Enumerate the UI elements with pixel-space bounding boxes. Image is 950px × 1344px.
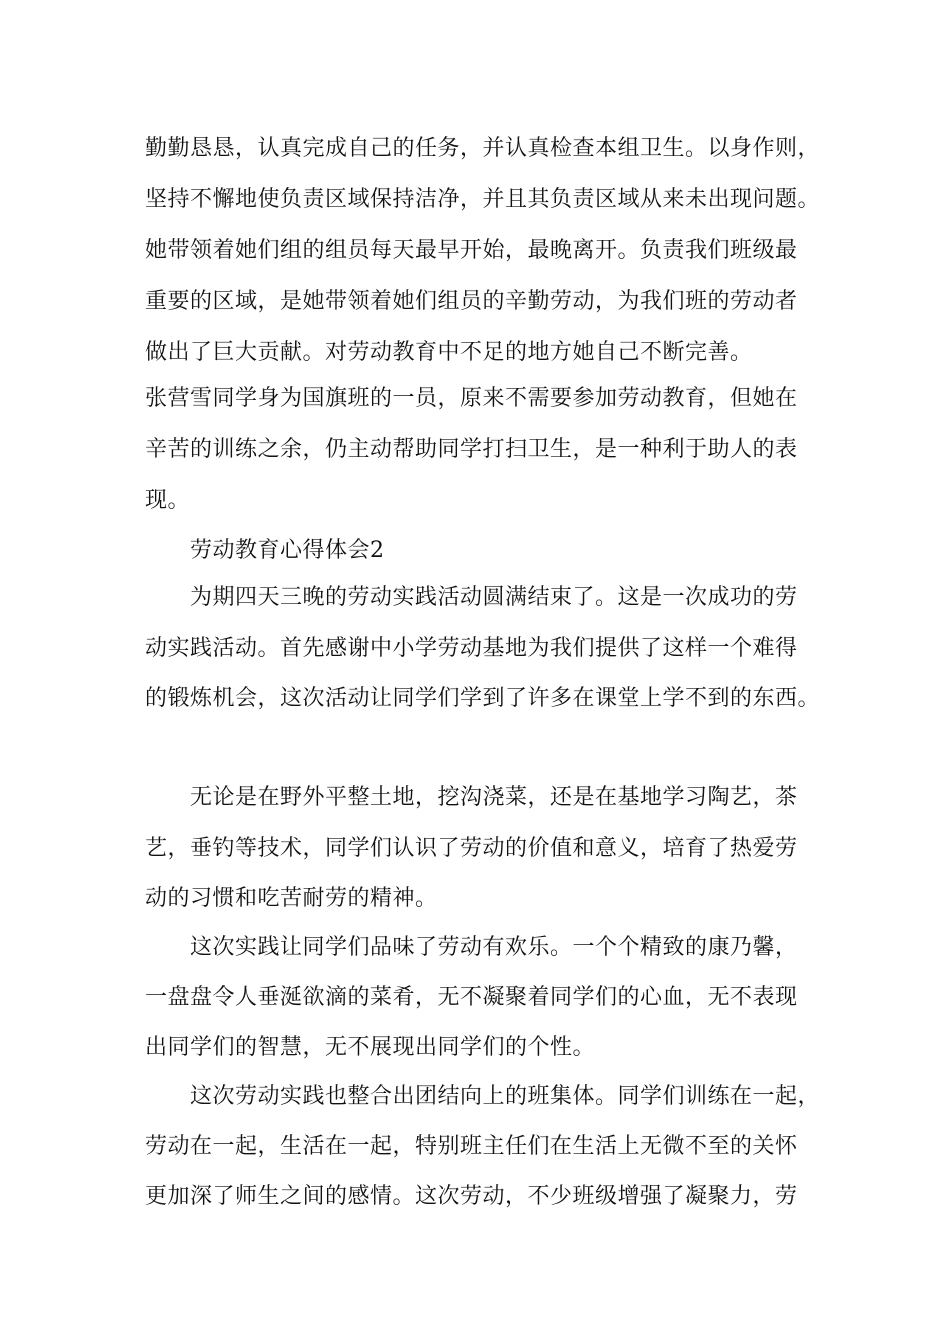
text-line: 做出了巨大贡献。对劳动教育中不足的地方她自己不断完善。 xyxy=(145,340,753,365)
text-line: 艺，垂钓等技术，同学们认识了劳动的价值和意义，培育了热爱劳 xyxy=(145,836,798,861)
text-line: 勤勤恳恳，认真完成自己的任务，并认真检查本组卫生。以身作则， xyxy=(145,136,821,161)
text-line: 辛苦的训练之余，仍主动帮助同学打扫卫生，是一种利于助人的表 xyxy=(145,437,798,462)
text-line: 为期四天三晚的劳动实践活动圆满结束了。这是一次成功的劳 xyxy=(190,585,798,610)
text-line: 的锻炼机会，这次活动让同学们学到了许多在课堂上学不到的东西。 xyxy=(145,686,821,711)
text-line: 动实践活动。首先感谢中小学劳动基地为我们提供了这样一个难得 xyxy=(145,636,798,661)
text-line: 她带领着她们组的组员每天最早开始，最晚离开。负责我们班级最 xyxy=(145,238,798,263)
text-line: 一盘盘令人垂涎欲滴的菜肴，无不凝聚着同学们的心血，无不表现 xyxy=(145,985,798,1010)
text-line: 更加深了师生之间的感情。这次劳动，不少班级增强了凝聚力，劳 xyxy=(145,1184,798,1209)
text-line: 出同学们的智慧，无不展现出同学们的个性。 xyxy=(145,1035,596,1060)
text-line: 这次劳动实践也整合出团结向上的班集体。同学们训练在一起， xyxy=(190,1084,821,1109)
text-line: 张营雪同学身为国旗班的一员，原来不需要参加劳动教育，但她在 xyxy=(145,386,798,411)
text-line: 重要的区域，是她带领着她们组员的辛勤劳动，为我们班的劳动者 xyxy=(145,289,798,314)
text-line: 这次实践让同学们品味了劳动有欢乐。一个个精致的康乃馨， xyxy=(190,935,798,960)
text-line: 劳动在一起，生活在一起，特别班主任们在生活上无微不至的关怀 xyxy=(145,1134,798,1159)
text-line: 无论是在野外平整土地，挖沟浇菜，还是在基地学习陶艺，茶 xyxy=(190,785,798,810)
text-line: 动的习惯和吃苦耐劳的精神。 xyxy=(145,886,438,911)
text-line: 现。 xyxy=(145,488,191,513)
section-heading: 劳动教育心得体会2 xyxy=(190,538,385,563)
text-line: 坚持不懈地使负责区域保持洁净，并且其负责区域从来未出现问题。 xyxy=(145,187,821,212)
